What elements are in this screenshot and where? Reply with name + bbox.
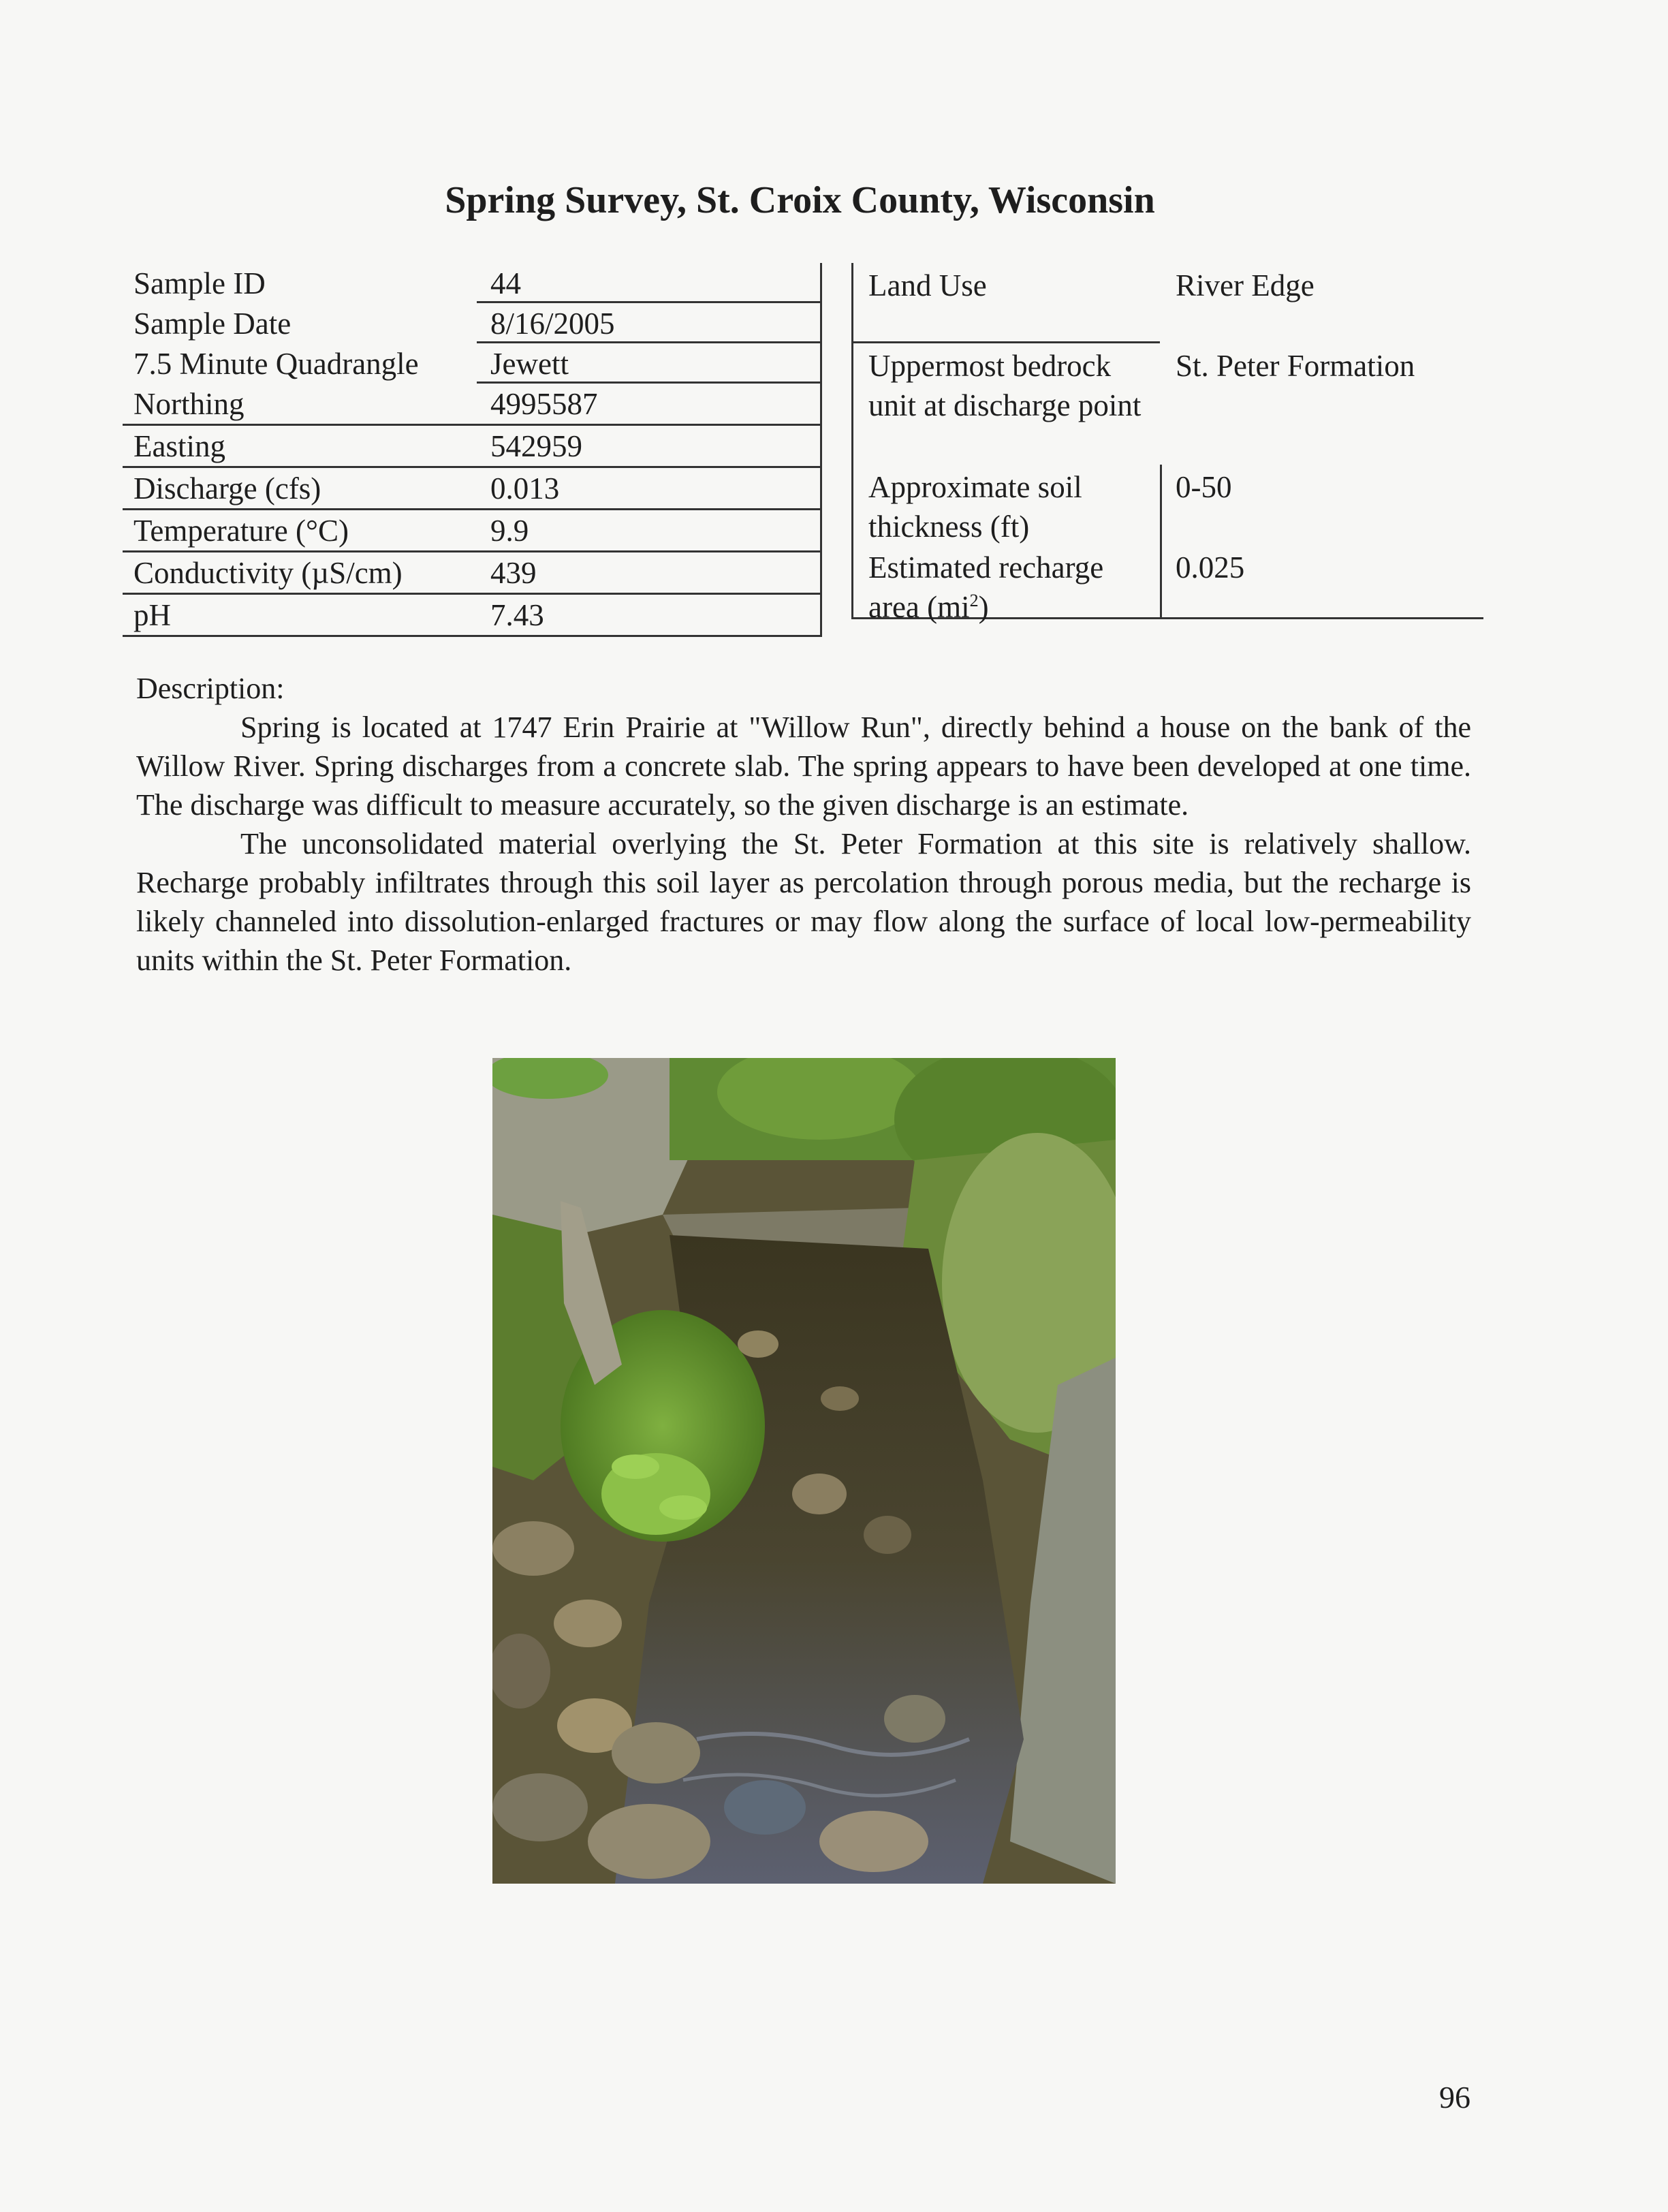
row-value: River Edge bbox=[1176, 268, 1315, 302]
table-row bbox=[853, 545, 1483, 624]
description-paragraph: Spring is located at 1747 Erin Prairie at "Willow Run", directly behind a house on the bank of the Willow River. Spring discharges from a concrete slab. The spring appears to have been developed at one time. The discharge was difficult to measure accurately, so the given discharge is an estimate. bbox=[136, 711, 1471, 822]
row-value: 7.43 bbox=[490, 598, 544, 632]
row-label: Approximate soil thickness (ft) bbox=[868, 470, 1082, 544]
table-row bbox=[123, 552, 820, 595]
row-value: 0.013 bbox=[490, 471, 560, 505]
row-value: Jewett bbox=[490, 347, 569, 381]
row-value: 8/16/2005 bbox=[490, 307, 615, 341]
table-row bbox=[123, 303, 820, 343]
table-row bbox=[123, 510, 820, 552]
row-value: 4995587 bbox=[490, 387, 598, 421]
row-value: 542959 bbox=[490, 429, 582, 463]
row-label: Conductivity (µS/cm) bbox=[133, 556, 403, 590]
row-label: Northing bbox=[133, 387, 245, 421]
table-row bbox=[123, 468, 820, 510]
sample-info-table bbox=[123, 263, 822, 637]
row-label: Land Use bbox=[868, 268, 987, 302]
superscript: 2 bbox=[969, 591, 979, 610]
spring-photo bbox=[492, 1058, 1116, 1884]
page-number: 96 bbox=[1439, 2080, 1470, 2115]
table-row bbox=[853, 343, 1483, 465]
page-title: Spring Survey, St. Croix County, Wisconsin bbox=[445, 179, 1155, 221]
row-label: Easting bbox=[133, 429, 225, 463]
row-label: pH bbox=[133, 598, 171, 632]
row-label: Uppermost bedrock unit at discharge point bbox=[868, 349, 1142, 422]
description-section bbox=[136, 669, 1471, 980]
description-label: Description: bbox=[136, 672, 285, 705]
table-row bbox=[123, 426, 820, 468]
row-label: 7.5 Minute Quadrangle bbox=[133, 347, 419, 381]
row-label: Discharge (cfs) bbox=[133, 471, 321, 505]
row-label: Sample Date bbox=[133, 307, 292, 341]
row-label bbox=[868, 548, 1154, 627]
table-row bbox=[853, 263, 1483, 343]
site-info-table bbox=[851, 263, 1483, 624]
table-row bbox=[123, 595, 820, 637]
description-paragraph: The unconsolidated material overlying the St. Peter Formation at this site is relatively shallow. Recharge probably infiltrates through this soil layer as percolation through porous media, but the recharge is likely channeled into dissolution-enlarged fractures or may flow along the surface of local low-permeability units within the St. Peter Formation. bbox=[136, 827, 1471, 977]
row-label: Sample ID bbox=[133, 266, 266, 300]
table-row bbox=[123, 343, 820, 384]
row-value: 9.9 bbox=[490, 514, 529, 548]
row-value: 0.025 bbox=[1176, 550, 1245, 585]
row-value: St. Peter Formation bbox=[1176, 349, 1415, 383]
row-value: 439 bbox=[490, 556, 537, 590]
table-row bbox=[853, 465, 1483, 545]
row-value: 44 bbox=[490, 266, 521, 300]
label-text: ) bbox=[978, 590, 989, 624]
table-row bbox=[123, 384, 820, 426]
row-value: 0-50 bbox=[1176, 470, 1232, 504]
label-text: Estimated recharge area (mi bbox=[868, 550, 1104, 624]
table-row bbox=[123, 263, 820, 303]
row-label: Temperature (°C) bbox=[133, 514, 349, 548]
